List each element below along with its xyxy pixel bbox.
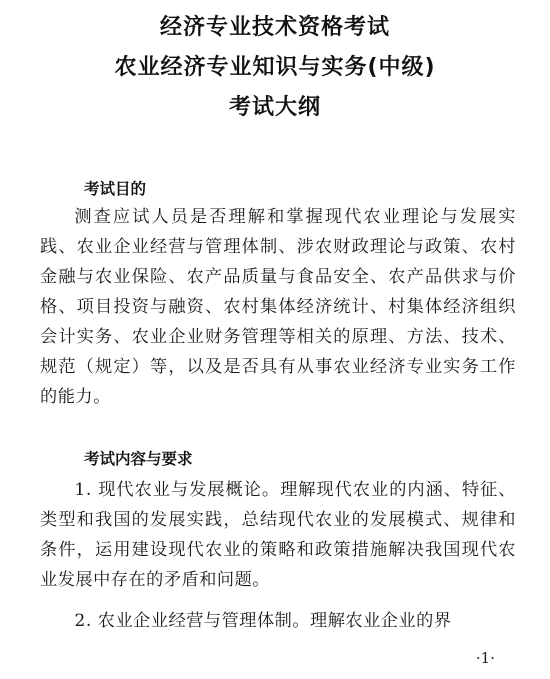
paragraph-purpose: 测查应试人员是否理解和掌握现代农业理论与发展实践、农业企业经营与管理体制、涉农财政理论与政策、农村金融与农业保险、农产品质量与食品安全、农产品供求与价格、项目投资与融资、农村集体经济统计、村集体经济组织会计实务、农业企业财务管理等相关的原理、方法、技术、规范（规定）等，以及是否具有从事农业经济专业实务工作的能力。 <box>40 207 516 407</box>
page-number: ·1· <box>475 649 495 667</box>
title-line-3: 考试大纲 <box>228 95 321 120</box>
title-line-1: 经济专业技术资格考试 <box>159 15 390 40</box>
title-line-2: 农业经济专业知识与实务(中级) <box>114 55 436 80</box>
section-heading-content: 考试内容与要求 <box>84 450 193 468</box>
paragraph-item-2: 2. 农业企业经营与管理体制。理解农业企业的界 <box>74 611 452 631</box>
paragraph-item-1: 1. 现代农业与发展概论。理解现代农业的内涵、特征、类型和我国的发展实践，总结现代农业的发展模式、规律和条件，运用建设现代农业的策略和政策措施解决我国现代农业发展中存在的矛盾和问题。 <box>40 480 516 590</box>
document-title <box>0 8 550 128</box>
section-heading-purpose: 考试目的 <box>84 180 147 198</box>
